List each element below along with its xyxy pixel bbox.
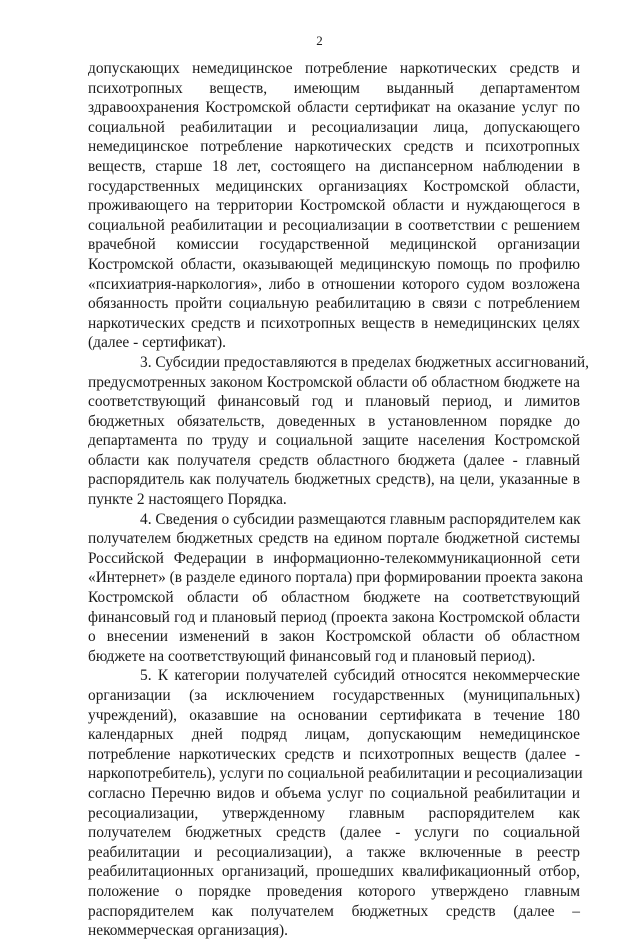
text-line: Российской Федерации в информационно-телекоммуникационной сети [88,549,580,567]
text-line: календарных дней подряд лицам, допускающим немедицинское [88,726,580,744]
text-line: врачебной комиссии государственной медицинской организации [88,236,580,254]
text-line: реабилитации и ресоциализации), а также включенные в реестр [88,843,580,861]
text-line: (далее - сертификат). [88,334,226,352]
text-line: допускающих немедицинское потребление наркотических средств и [88,60,580,77]
text-line: обязанность пройти социальную реабилитацию в связи с потреблением [88,295,580,313]
text-line: распорядителем как получателем бюджетных средств (далее – [88,902,580,920]
text-line: предусмотренных законом Костромской области об областном бюджете на [88,373,580,391]
text-line: проживающего на территории Костромской области и нуждающегося в [88,197,580,215]
text-line: о внесении изменений в закон Костромской области об областном [88,628,580,646]
text-line: положение о порядке проведения которого утверждено главным [88,882,580,900]
text-line: департамента по труду и социальной защите населения Костромской [88,432,580,450]
text-line: психотропных веществ, имеющим выданный департаментом [88,79,580,97]
text-line: 5. К категории получателей субсидий относятся некоммерческие [140,667,580,685]
text-line: бюджетных обязательств, доведенных в установленном порядке до [88,412,580,430]
text-line: некоммерческая организация). [88,922,289,940]
text-line: соответствующий финансовый год и плановый период, и лимитов [88,393,580,411]
paragraph [88,353,589,510]
text-line: немедицинское потребление наркотических средств и психотропных [88,138,580,156]
text-line: получателем бюджетных средств (далее - услуги по социальной [88,824,580,842]
paragraph [88,59,580,353]
text-line: получателем бюджетных средств на едином портале бюджетной системы [88,530,580,548]
text-line: государственных медицинских организациях Костромской области, [88,177,580,195]
text-line: Костромской области об областном бюджете на соответствующий [88,589,580,607]
text-line: 4. Сведения о субсидии размещаются главным распорядителем как [140,510,581,528]
text-line: реабилитационных организаций, прошедших квалификационный отбор, [88,863,580,881]
paragraph [88,666,583,940]
text-line: «психиатрия-наркология», либо в отношении которого судом возложена [88,275,580,293]
text-line: ресоциализации, утвержденному главным распорядителем как [88,804,580,822]
text-line: наркопотребитель), услуги по социальной реабилитации и ресоциализации [88,765,583,783]
text-line: веществ, старше 18 лет, состоящего на диспансерном наблюдении в [88,157,580,175]
text-line: 3. Субсидии предоставляются в пределах бюджетных ассигнований, [140,353,589,371]
text-line: организации (за исключением государственных (муниципальных) [88,687,580,704]
text-line: пункте 2 настоящего Порядка. [88,491,287,509]
text-line: потребление наркотических средств и психотропных веществ (далее - [88,745,580,763]
text-line: «Интернет» (в разделе единого портала) при формировании проекта закона [88,569,583,587]
text-line: социальной реабилитации и ресоциализации в соответствии с решением [88,216,580,234]
paragraph [88,510,583,667]
text-line: финансовый год и плановый период (проекта закона Костромской области [88,608,580,626]
text-line: наркотических средств и психотропных веществ в немедицинских целях [88,314,580,332]
text-line: социальной реабилитации и ресоциализации лица, допускающего [88,118,580,136]
text-line: области как получателя средств областного бюджета (далее - главный [88,451,580,469]
document-body [88,59,589,941]
text-line: здравоохранения Костромской области сертификат на оказание услуг по [88,99,580,117]
text-line: учреждений), оказавшие на основании сертификата в течение 180 [88,706,580,724]
text-line: согласно Перечню видов и объема услуг по социальной реабилитации и [88,784,580,802]
text-line: распорядитель как получатель бюджетных средств), на цели, указанные в [88,471,580,489]
text-line: бюджете на соответствующий финансовый год и плановый период). [88,647,536,665]
page-number: 2 [316,33,323,48]
text-line: Костромской области, оказывающей медицинскую помощь по профилю [88,255,580,273]
